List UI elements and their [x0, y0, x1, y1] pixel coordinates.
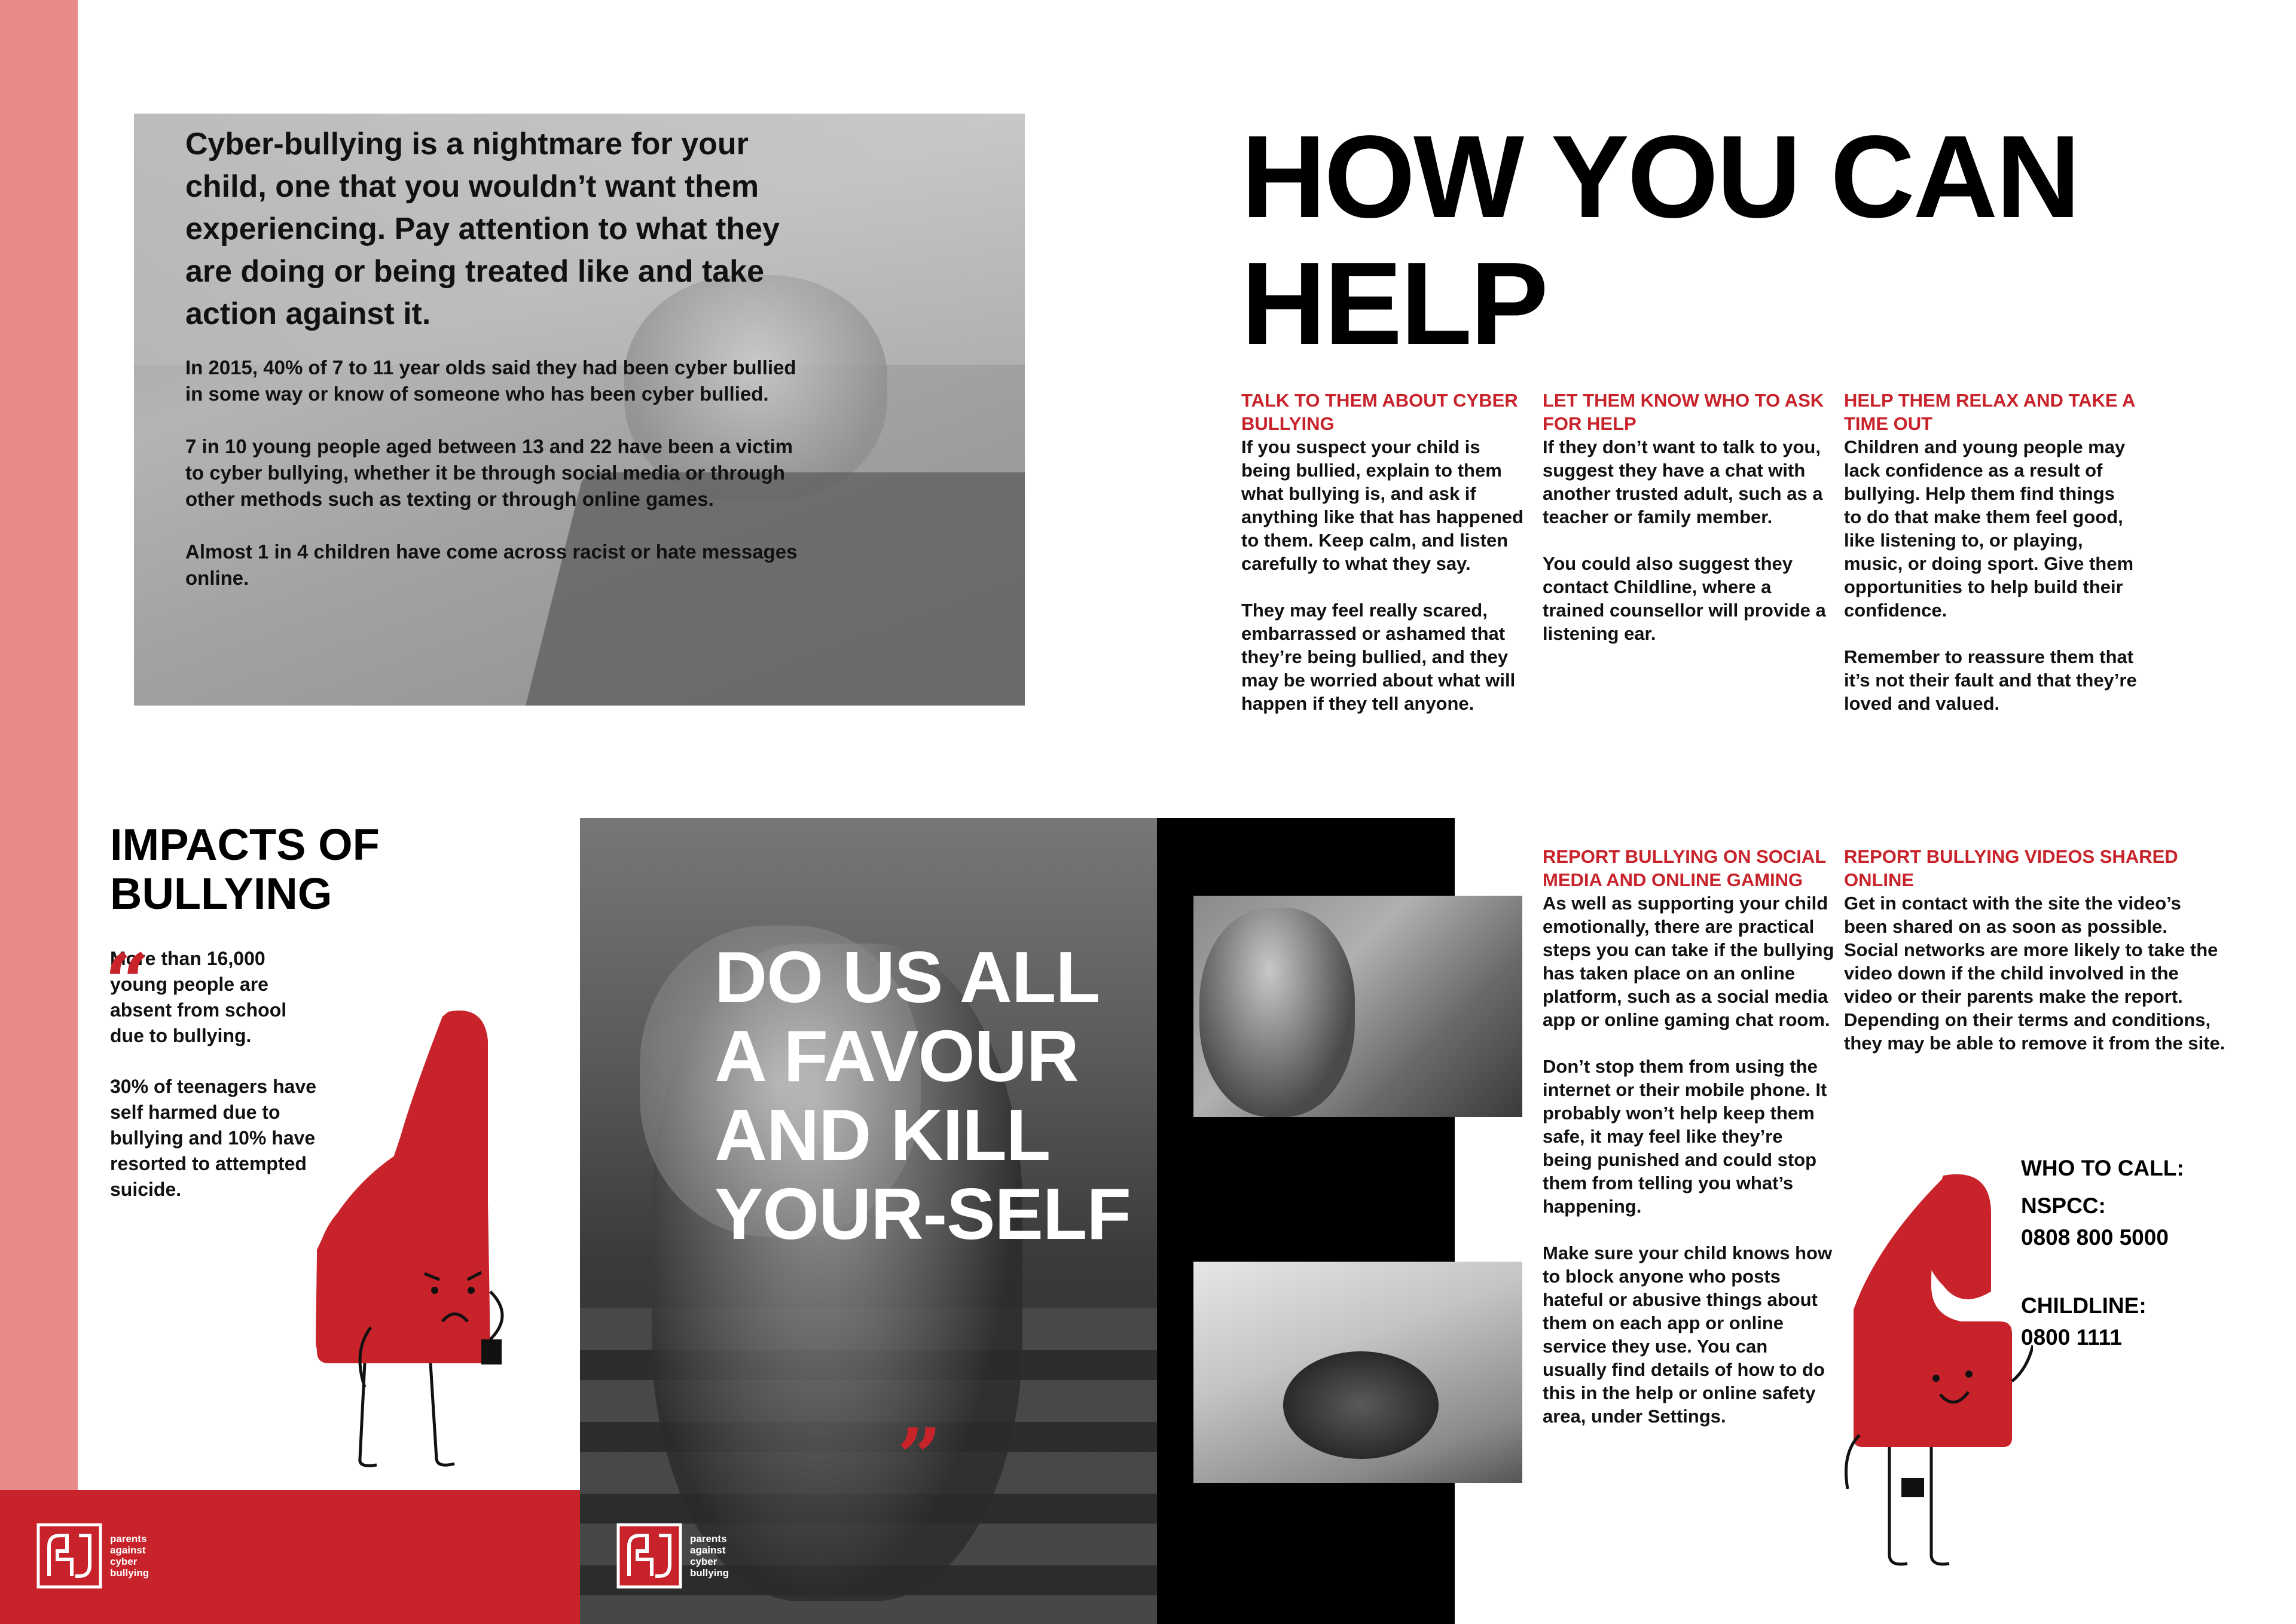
pacb-logo-line: against	[690, 1544, 726, 1556]
photo-child-with-phone	[1193, 896, 1522, 1117]
tip-paragraph: Children and young people may lack confidence as a result of bullying. Help them find things to do that make them feel good, like listening to, or playing, music, or doing sport. Give them opportunities to help build their confidence.	[1844, 436, 2134, 621]
tip-heading: LET THEM KNOW WHO TO ASK FOR HELP	[1543, 390, 1824, 434]
pacb-logo-text	[690, 1533, 756, 1579]
impacts-stat: More than 16,000 young people are absent from school due to bullying.	[110, 948, 287, 1046]
quote-close-mark: ”	[897, 1411, 942, 1503]
tip-talk-to-them	[1241, 389, 1534, 738]
pacb-logo-line: cyber	[110, 1556, 138, 1567]
quote-open-mark: “	[105, 936, 149, 1028]
intro-photo-box	[134, 114, 1025, 706]
childline-number: 0800 1111	[2021, 1325, 2122, 1350]
pacb-logo-poster	[616, 1522, 756, 1589]
intro-text	[185, 114, 801, 591]
tip-relax	[1844, 389, 2137, 738]
pacb-logo-line: cyber	[690, 1556, 718, 1567]
tip-heading: HELP THEM RELAX AND TAKE A TIME OUT	[1844, 390, 2135, 434]
tip-heading: TALK TO THEM ABOUT CYBER BULLYING	[1241, 390, 1518, 434]
impacts-stat: 30% of teenagers have self harmed due to bullying and 10% have resorted to attempted suicide.	[110, 1076, 317, 1200]
nspcc-label: NSPCC:	[2021, 1193, 2106, 1218]
pacb-logo-mark-icon	[36, 1522, 103, 1589]
tip-paragraph: You could also suggest they contact Childline, where a trained counsellor will provide a listening ear.	[1543, 553, 1826, 644]
pacb-logo-line: bullying	[110, 1567, 149, 1579]
pacb-logo-line: parents	[110, 1533, 147, 1544]
poster-photo	[580, 818, 1157, 1624]
photo-child-figure	[1199, 908, 1355, 1117]
tip-heading: REPORT BULLYING VIDEOS SHARED ONLINE	[1844, 846, 2178, 890]
photo-child-figure	[1283, 1351, 1439, 1459]
who-to-call-heading: WHO TO CALL:	[2021, 1156, 2184, 1180]
page-title: HOW YOU CAN HELP	[1241, 111, 2079, 369]
pacb-logo-text	[110, 1533, 176, 1579]
tip-paragraph: They may feel really scared, embarrassed or ashamed that they’re being bullied, and they may be worried about what will happen if they tell anyone.	[1241, 600, 1516, 714]
intro-lead: Cyber-bullying is a nightmare for your child, one that you wouldn’t want them experiencing. Pay attention to what they are doing or being treated like and take action against it.	[185, 127, 780, 331]
happy-quote-character-icon	[1842, 1172, 2033, 1591]
tip-report-social-media	[1543, 845, 1836, 1451]
tip-paragraph: Make sure your child knows how to block anyone who posts hateful or abusive things about them on each app or online service they use. You can usually find details of how to do this in the help or online safety area, under Settings.	[1543, 1243, 1833, 1427]
pacb-logo-line: against	[110, 1544, 146, 1556]
intro-stat: Almost 1 in 4 children have come across racist or hate messages online.	[185, 541, 798, 589]
childline-label: CHILDLINE:	[2021, 1293, 2147, 1318]
tip-paragraph: Get in contact with the site the video’s been shared on as soon as possible. Social networks are more likely to take the video down if the child involved in the video or their parents make the report. Depending on their terms and conditions, they may be able to remove it from the site.	[1844, 893, 2225, 1054]
side-accent-bar	[0, 0, 78, 1624]
pacb-logo	[36, 1522, 176, 1589]
sad-quote-character-icon	[311, 1005, 508, 1471]
tip-heading: REPORT BULLYING ON SOCIAL MEDIA AND ONLINE GAMING	[1543, 846, 1826, 890]
nspcc-number: 0808 800 5000	[2021, 1225, 2169, 1250]
tip-who-to-ask	[1543, 389, 1836, 668]
tip-paragraph: If they don’t want to talk to you, suggest they have a chat with another trusted adult, such as a teacher or family member.	[1543, 436, 1823, 527]
tip-report-videos	[1844, 845, 2227, 1078]
intro-stat: In 2015, 40% of 7 to 11 year olds said they had been cyber bullied in some way or know of someone who has been cyber bullied.	[185, 356, 796, 405]
tip-paragraph: Don’t stop them from using the internet or their mobile phone. It probably won’t help keep them safe, it may feel like they’re being punished and could stop them from telling you what’s happening.	[1543, 1056, 1827, 1217]
tip-paragraph: If you suspect your child is being bullied, explain to them what bullying is, and ask if anything like that has happened to them. Keep calm, and listen carefully to what they say.	[1241, 436, 1523, 574]
pacb-logo-mark-icon	[616, 1522, 683, 1589]
tip-paragraph: Remember to reassure them that it’s not their fault and that they’re loved and valued.	[1844, 646, 2137, 714]
photo-child-in-bed	[1193, 1262, 1522, 1483]
impacts-title: IMPACTS OF BULLYING	[110, 820, 380, 918]
pacb-logo-line: bullying	[690, 1567, 729, 1579]
intro-stat: 7 in 10 young people aged between 13 and 22 have been a victim to cyber bullying, whether it be through social media or through other methods such as texting or through online games.	[185, 435, 793, 510]
pacb-logo-line: parents	[690, 1533, 727, 1544]
tip-paragraph: As well as supporting your child emotionally, there are practical steps you can take if the bullying has taken place on an online platform, such as a social media app or online gaming chat room.	[1543, 893, 1834, 1030]
poster-quote: DO US ALL A FAVOUR AND KILL YOUR-SELF	[715, 936, 1131, 1254]
